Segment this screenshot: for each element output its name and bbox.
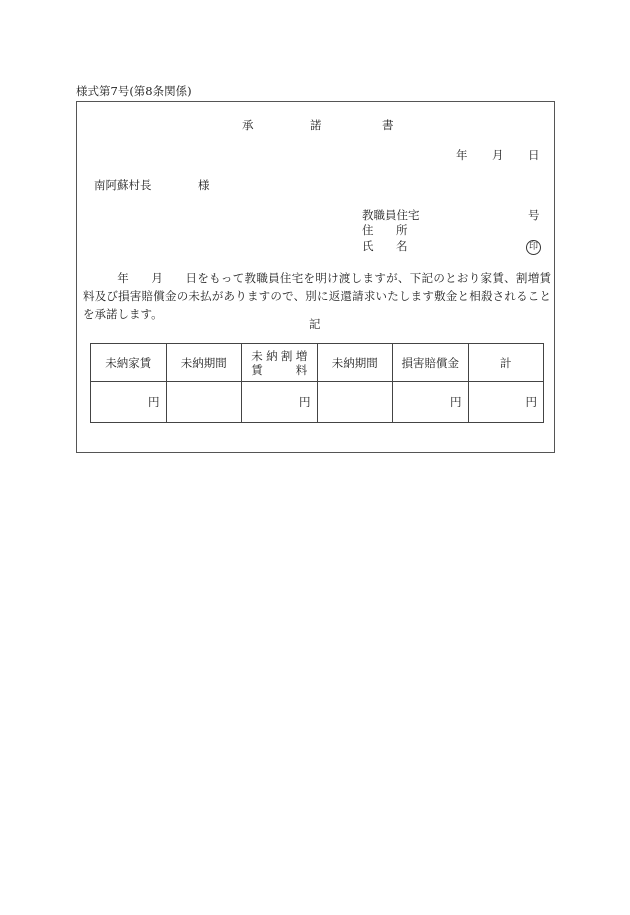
form-number: 様式第7号(第8条関係) — [76, 84, 192, 98]
housing-suffix: 号 — [528, 208, 540, 222]
note-heading: 記 — [309, 317, 321, 331]
title-char-3: 書 — [382, 118, 394, 132]
value-unpaid-period-2 — [317, 382, 393, 423]
table-header-row — [91, 344, 544, 382]
value-damages: 円 — [393, 382, 469, 423]
header-unpaid-rent: 未納家賃 — [91, 344, 167, 382]
addressee-honorific: 様 — [198, 178, 210, 192]
header-unpaid-period: 未納期間 — [166, 344, 242, 382]
value-total: 円 — [468, 382, 544, 423]
date-year: 年 — [456, 148, 468, 162]
title-char-2: 諾 — [310, 118, 322, 132]
header-unpaid-period-2: 未納期間 — [317, 344, 393, 382]
name-label-2: 名 — [396, 239, 408, 253]
body-year: 年 — [117, 271, 130, 285]
body-month: 月 — [151, 271, 164, 285]
value-unpaid-period — [166, 382, 242, 423]
table-row — [91, 382, 544, 423]
housing-label: 教職員住宅 — [362, 208, 420, 222]
body-text: 日をもって教職員住宅を明け渡しますが、下記のとおり家賃、割増賃料及び損害賠償金の未払がありますので、別に返還請求いたします敷金と相殺されることを承諾します。 — [83, 271, 552, 321]
arrears-table — [90, 343, 544, 423]
consent-paragraph — [83, 269, 551, 323]
date-day: 日 — [528, 148, 540, 162]
addressee-name: 南阿蘇村長 — [94, 178, 152, 192]
name-label-1: 氏 — [362, 239, 374, 253]
value-unpaid-rent: 円 — [91, 382, 167, 423]
address-label-2: 所 — [396, 223, 408, 237]
value-unpaid-surcharge: 円 — [242, 382, 318, 423]
header-damages: 損害賠償金 — [393, 344, 469, 382]
title-char-1: 承 — [242, 118, 254, 132]
header-unpaid-surcharge: 未 納 割 増 賃 料 — [242, 344, 318, 382]
header-total: 計 — [468, 344, 544, 382]
date-month: 月 — [492, 148, 504, 162]
seal-icon: 印 — [526, 240, 541, 255]
address-label-1: 住 — [362, 223, 374, 237]
